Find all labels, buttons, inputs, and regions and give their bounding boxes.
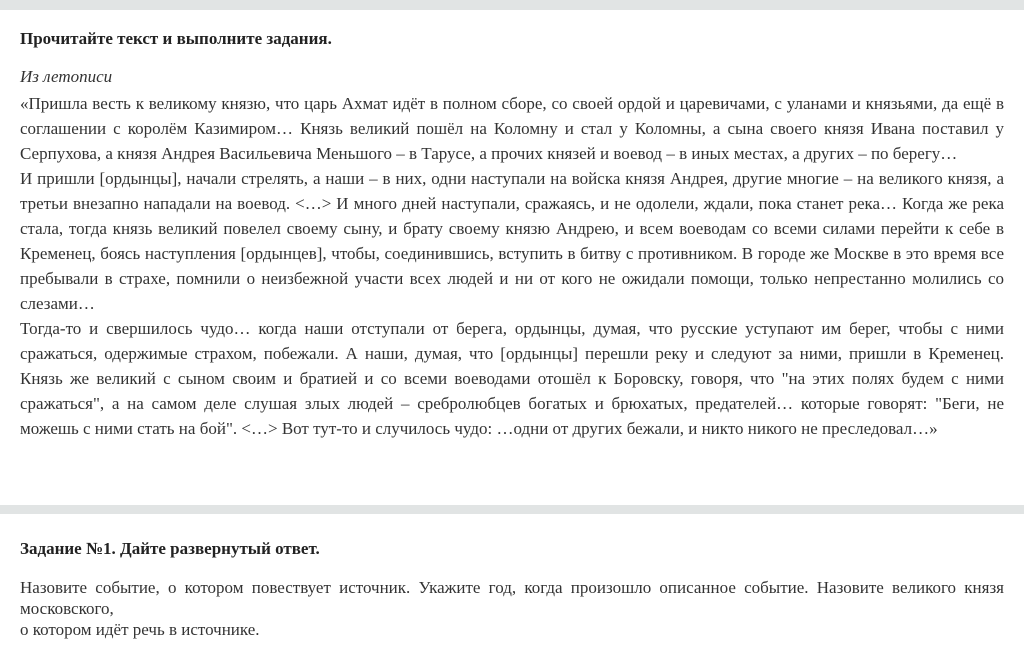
task-section xyxy=(0,514,1024,640)
source-paragraph-1: «Пришла весть к великому князю, что царь Ахмат идёт в полном сборе, со своей ордой и царевичами, с уланами и князьями, да ещё в соглашении с королём Казимиром… Князь великий пошёл на Коломну и стал у Коломны, а сына своего князя Ивана поставил у Серпухова, а князя Андрея Васильевича Меньшого – в Тарусе, а прочих князей и воевод – в иных местах, а других – по берегу… xyxy=(20,94,1004,163)
task-question-line-1: Назовите событие, о котором повествует источник. Укажите год, когда произошло описанное событие. Назовите великого князя московского, xyxy=(20,578,1004,618)
task-heading: Задание №1. Дайте развернутый ответ. xyxy=(20,539,320,558)
section-divider xyxy=(0,505,1024,514)
source-label: Из летописи xyxy=(20,67,113,86)
reading-section xyxy=(0,10,1024,497)
source-paragraph-2: И пришли [ордынцы], начали стрелять, а наши – в них, одни наступали на войска князя Андрея, другие многие – на великого князя, а третьи внезапно нападали на воевод. <…> И много дней наступали, сражаясь, и не одолели, ждали, пока станет река… Когда же река стала, тогда князь великий повелел своему сыну, и брату своему князю Андрею, и всем воеводам со всеми силами перейти к себе в Кременец, боясь наступления [ордынцев], чтобы, соединившись, вступить в битву с противником. В городе же Москве в это время все пребывали в страхе, помнили о неизбежной участи всех людей и ни от кого не ожидали помощи, только непрестанно молились со слезами… xyxy=(20,169,1004,313)
source-paragraph-3: Тогда-то и свершилось чудо… когда наши отступали от берега, ордынцы, думая, что русские уступают им берег, чтобы с ними сражаться, одержимые страхом, побежали. А наши, думая, что [ордынцы] перешли реку и следуют за ними, пришли в Кременец. Князь же великий с сыном своим и братией и со всеми воеводами отошёл к Боровску, говоря, что "на этих полях будем с ними сражаться", а на самом деле слушая злых людей – сребролюбцев богатых и брюхатых, предателей… которые говорят: "Беги, не можешь с ними стать на бой". <…> Вот тут-то и случилось чудо: …одни от других бежали, и никто никого не преследовал…» xyxy=(20,319,1004,438)
task-question-line-2: о котором идёт речь в источнике. xyxy=(20,620,260,639)
reading-heading: Прочитайте текст и выполните задания. xyxy=(20,29,332,48)
top-divider xyxy=(0,0,1024,10)
